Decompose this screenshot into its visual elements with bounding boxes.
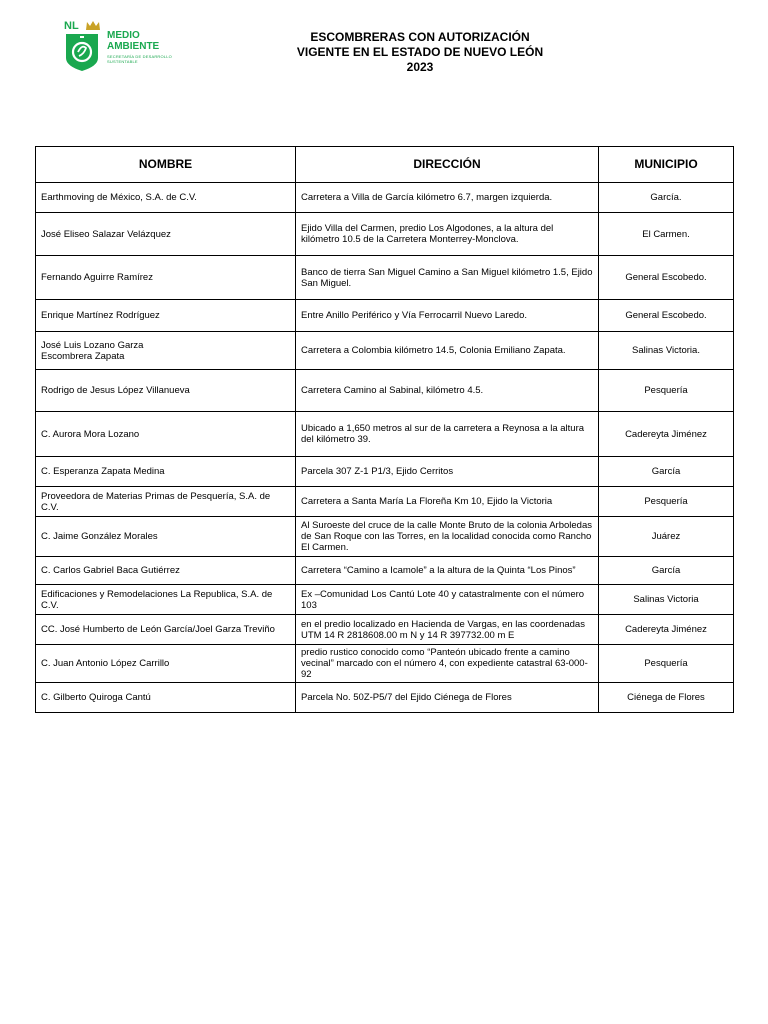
cell-nombre: C. Carlos Gabriel Baca Gutiérrez	[36, 557, 296, 585]
cell-direccion: Carretera a Santa María La Floreña Km 10, Ejido la Victoria	[296, 487, 599, 517]
table-row	[36, 457, 734, 487]
cell-municipio: General Escobedo.	[599, 300, 734, 332]
cell-direccion: Ubicado a 1,650 metros al sur de la carretera a Reynosa a la altura del kilómetro 39.	[296, 412, 599, 457]
cell-municipio: Salinas Victoria	[599, 585, 734, 615]
table-row	[36, 615, 734, 645]
cell-nombre: Earthmoving de México, S.A. de C.V.	[36, 183, 296, 213]
cell-municipio: Cadereyta Jiménez	[599, 615, 734, 645]
shield-icon	[64, 32, 100, 72]
table-row	[36, 683, 734, 713]
document-title	[260, 30, 580, 75]
cell-direccion: Ex –Comunidad Los Cantú Lote 40 y catastralmente con el número 103	[296, 585, 599, 615]
logo-line1: MEDIO	[107, 30, 140, 41]
escombreras-table	[35, 146, 734, 713]
cell-nombre: José Luis Lozano Garza Escombrera Zapata	[36, 332, 296, 370]
crown-icon	[86, 21, 100, 30]
cell-direccion: Parcela No. 50Z-P5/7 del Ejido Ciénega de Flores	[296, 683, 599, 713]
table-row	[36, 412, 734, 457]
cell-municipio: García.	[599, 183, 734, 213]
cell-municipio: Cadereyta Jiménez	[599, 412, 734, 457]
cell-nombre: Enrique Martínez Rodríguez	[36, 300, 296, 332]
cell-direccion: predio rustico conocido como “Panteón ubicado frente a camino vecinal” marcado con el número 4, con expediente catastral 63-000-92	[296, 645, 599, 683]
cell-municipio: García	[599, 457, 734, 487]
medio-ambiente-logo	[64, 20, 194, 72]
cell-nombre: C. Esperanza Zapata Medina	[36, 457, 296, 487]
cell-nombre: C. Jaime González Morales	[36, 517, 296, 557]
cell-nombre: Fernando Aguirre Ramírez	[36, 256, 296, 300]
table-row	[36, 213, 734, 256]
cell-direccion: Banco de tierra San Miguel Camino a San Miguel kilómetro 1.5, Ejido San Miguel.	[296, 256, 599, 300]
cell-direccion: Carretera “Camino a Icamole” a la altura de la Quinta “Los Pinos”	[296, 557, 599, 585]
table-row	[36, 517, 734, 557]
table-row	[36, 370, 734, 412]
cell-direccion: Entre Anillo Periférico y Vía Ferrocarril Nuevo Laredo.	[296, 300, 599, 332]
cell-direccion: Ejido Villa del Carmen, predio Los Algodones, a la altura del kilómetro 10.5 de la Carretera Monterrey-Monclova.	[296, 213, 599, 256]
cell-direccion: Parcela 307 Z-1 P1/3, Ejido Cerritos	[296, 457, 599, 487]
cell-municipio: El Carmen.	[599, 213, 734, 256]
column-header-nombre: NOMBRE	[36, 147, 296, 183]
table-row	[36, 332, 734, 370]
column-header-direccion: DIRECCIÓN	[296, 147, 599, 183]
cell-municipio: Ciénega de Flores	[599, 683, 734, 713]
title-line: VIGENTE EN EL ESTADO DE NUEVO LEÓN	[296, 45, 544, 59]
cell-nombre: C. Juan Antonio López Carrillo	[36, 645, 296, 683]
cell-municipio: Pesquería	[599, 487, 734, 517]
cell-direccion: Carretera a Colombia kilómetro 14.5, Colonia Emiliano Zapata.	[296, 332, 599, 370]
cell-nombre: CC. José Humberto de León García/Joel Garza Treviño	[36, 615, 296, 645]
column-header-municipio: MUNICIPIO	[599, 147, 734, 183]
cell-direccion: en el predio localizado en Hacienda de Vargas, en las coordenadas UTM 14 R 2818608.00 m N y 14 R 397732.00 m E	[296, 615, 599, 645]
cell-municipio: General Escobedo.	[599, 256, 734, 300]
cell-municipio: Salinas Victoria.	[599, 332, 734, 370]
cell-nombre: Edificaciones y Remodelaciones La Republica, S.A. de C.V.	[36, 585, 296, 615]
title-year: 2023	[406, 60, 434, 74]
table-row	[36, 183, 734, 213]
cell-municipio: Juárez	[599, 517, 734, 557]
table-row	[36, 487, 734, 517]
table-row	[36, 645, 734, 683]
cell-direccion: Carretera Camino al Sabinal, kilómetro 4.5.	[296, 370, 599, 412]
cell-direccion: Al Suroeste del cruce de la calle Monte Bruto de la colonia Arboledas de San Roque con las Torres, en la localidad conocida como Rancho El Carmen.	[296, 517, 599, 557]
logo-subtitle: SECRETARÍA DE DESARROLLO SUSTENTABLE	[107, 54, 172, 64]
cell-municipio: Pesquería	[599, 645, 734, 683]
table-row	[36, 300, 734, 332]
logo-badge: NL	[64, 20, 79, 32]
table-row	[36, 585, 734, 615]
cell-municipio: Pesquería	[599, 370, 734, 412]
table-row	[36, 256, 734, 300]
title-line: ESCOMBRERAS CON AUTORIZACIÓN	[310, 30, 530, 44]
cell-municipio: García	[599, 557, 734, 585]
cell-nombre: José Eliseo Salazar Velázquez	[36, 213, 296, 256]
cell-nombre: Proveedora de Materias Primas de Pesquería, S.A. de C.V.	[36, 487, 296, 517]
cell-direccion: Carretera a Villa de García kilómetro 6.7, margen izquierda.	[296, 183, 599, 213]
cell-nombre: C. Gilberto Quiroga Cantú	[36, 683, 296, 713]
cell-nombre: C. Aurora Mora Lozano	[36, 412, 296, 457]
cell-nombre: Rodrigo de Jesus López Villanueva	[36, 370, 296, 412]
table-header-row	[36, 147, 734, 183]
table-row	[36, 557, 734, 585]
logo-line2: AMBIENTE	[107, 41, 160, 52]
